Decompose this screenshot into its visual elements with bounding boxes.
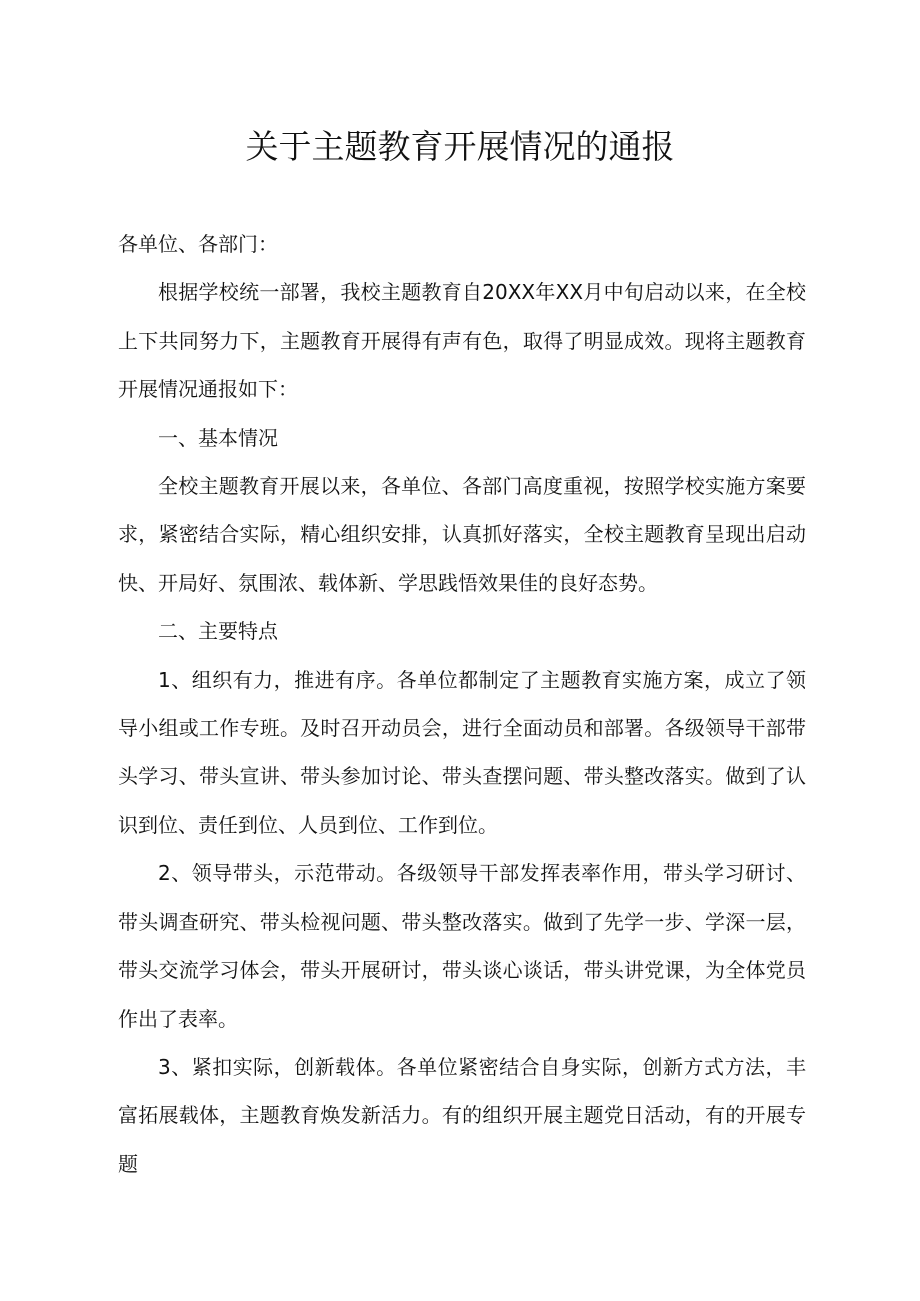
paragraph-feature-2: 2、领导带头，示范带动。各级领导干部发挥表率作用，带头学习研讨、带头调查研究、带头检视问题、带头整改落实。做到了先学一步、学深一层，带头交流学习体会，带头开展研讨，带头谈心谈话，带头讲党课，为全体党员作出了表率。 <box>118 861 806 1031</box>
section-heading-main-features: 二、主要特点 <box>158 619 278 644</box>
salutation: 各单位、各部门： <box>118 232 278 256</box>
section-heading-basic-situation: 一、基本情况 <box>158 425 278 450</box>
paragraph-basic-situation: 全校主题教育开展以来，各单位、各部门高度重视，按照学校实施方案要求，紧密结合实际，精心组织安排，认真抓好落实，全校主题教育呈现出启动快、开局好、氛围浓、载体新、学思践悟效果佳的良好态势。 <box>118 474 806 595</box>
document-body <box>118 220 806 1188</box>
paragraph-feature-3: 3、紧扣实际，创新载体。各单位紧密结合自身实际，创新方式方法，丰富拓展载体，主题教育焕发新活力。有的组织开展主题党日活动，有的开展专题 <box>118 1054 806 1176</box>
paragraph-intro: 根据学校统一部署，我校主题教育自20XX年XX月中旬启动以来，在全校上下共同努力下，主题教育开展得有声有色，取得了明显成效。现将主题教育开展情况通报如下： <box>118 280 806 402</box>
paragraph-feature-1: 1、组织有力，推进有序。各单位都制定了主题教育实施方案，成立了领导小组或工作专班。及时召开动员会，进行全面动员和部署。各级领导干部带头学习、带头宣讲、带头参加讨论、带头查摆问题、带头整改落实。做到了认识到位、责任到位、人员到位、工作到位。 <box>118 667 806 837</box>
document-title: 关于主题教育开展情况的通报 <box>245 127 675 166</box>
